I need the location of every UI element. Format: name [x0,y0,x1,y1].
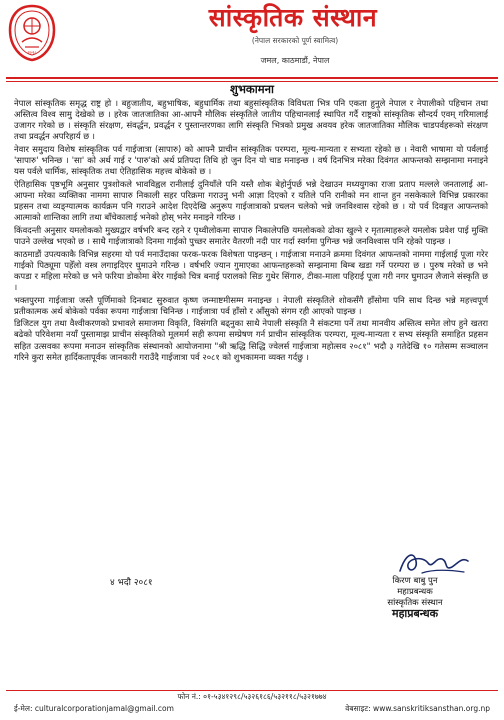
organization-name: सांस्कृतिक संस्थान [208,3,378,32]
svg-text:२०२८: २०२८ [27,51,37,56]
paragraph: डिजिटल युग तथा वैश्वीकरणको प्रभावले समाजमा विकृति, विसंगति बढ्नुका साथै नेपाली संस्कृति नै संकटमा पर्ने तथा मानवीय अस्तित्व समेत लोप हुने खतरा बढेको परिवेशमा नयाँ पुस्तामाझ प्राचीन संस्कृतिको मूलमर्म सही रूपमा सम्प्रेषण गर्न प्राचीन सांस्कृतिक परम्परा, मूल्य-मान्यता र सभ्य संस्कृति समाहित प्रहसन सहित उत्सवका रूपमा मनाउन सांस्कृतिक संस्थानको आयोजनामा "श्री ऋद्धि सिद्धि ज्वेलर्स गाईजात्रा महोत्सव २०८१" भदौ ३ गतेदेखि १० गतेसम्म सञ्चालन गरिने कुरा समेत हार्दिकतापूर्वक जानकारी गराउँदै गाईजात्रा पर्व २०८१ को शुभकामना व्यक्त गर्दछु । [14,318,488,362]
signatory-organization: सांस्कृतिक संस्थान [387,598,443,608]
paragraph: नेवार समुदाय विशेष सांस्कृतिक पर्व गाईजात्रा (सापारु) को आफ्नै प्राचीन सांस्कृतिक परम्परा, मूल्य-मान्यता र सभ्यता रहेको छ । नेवारी भाषामा यो पर्वलाई 'सापारु' भनिन्छ । 'सा' को अर्थ गाई र 'पारु'को अर्थ प्रतिपदा तिथि हो जुन दिन यो चाड मनाइन्छ । वर्ष दिनभित्र मरेका दिवंगत आफन्तको सम्झनामा मनाइने यस पर्वले धार्मिक, सांस्कृतिक तथा ऐतिहासिक महत्त्व बोकेको छ । [14,144,488,177]
organization-address: जमल, काठमाडौं, नेपाल [260,56,330,65]
signatory-block [360,576,470,609]
designation-stamp: महाप्रबन्धक [392,607,439,620]
letter-body [14,98,488,364]
footer-divider [6,690,498,691]
header-divider [6,77,498,79]
organization-logo [8,4,56,62]
footer-website: वेबसाइट: www.sanskritiksansthan.org.np [345,704,490,713]
footer-contact [14,704,490,714]
paragraph: नेपाल सांस्कृतिक समृद्ध राष्ट्र हो । बहुजातीय, बहुभाषिक, बहुधार्मिक तथा बहुसांस्कृतिक विविधता भित्र पनि एकता हुनुले नेपाल र नेपालीको पहिचान तथा अस्तित्व विश्व सामु देखेको छ । हरेक जातजातिका आ-आफ्नै मौलिक संस्कृतिले जातीय पहिचानलाई स्थापित गर्दै राष्ट्रको सांस्कृतिक सौन्दर्य एवम् गरिमालाई उजागर गरेको छ । संस्कृति संरक्षण, संवर्द्धन, प्रवर्द्धन र पुस्तान्तरणका लागि संस्कृति भित्रको प्रमुख अवयव हरेक जातजातिका मौलिक चाडपर्वहरूको संरक्षण तथा प्रवर्द्धन अपरिहार्य छ । [14,98,488,142]
footer-phone: फोन नं.: ०१-५३४१२९८/५३२६१८६/५३२११८/५३२१७७४ [177,692,327,701]
paragraph: किंवदन्ती अनुसार यमलोकको मुख्यद्वार वर्षभरि बन्द रहने र पृथ्वीलोकमा सापारु निकालेपछि यमलोकको ढोका खुल्ने र मृतात्माहरूले यमलोक प्रवेश पाई मुक्ति पाउने उल्लेख भएको छ । साथै गाईजात्राको दिनमा गाईको पुच्छर समातेर वैतरणी नदी पार गर्दा स्वर्गमा पुगिन्छ भन्ने जनविश्वास पनि रहेको पाइन्छ । [14,224,488,247]
signatory-title: महाप्रबन्धक [397,587,433,597]
letter-heading: शुभकामना [230,82,274,96]
footer-email: ई-मेल: culturalcorporationjamal@gmail.com [14,704,174,713]
paragraph: भक्तपुरमा गाईजात्रा जस्तै पूर्णिमाको दिनबाट सुरुवात कृष्ण जन्माष्टमीसम्म मनाइन्छ । नेपाली संस्कृतिले शोकसँगै हाँसोमा पनि साथ दिन्छ भन्ने महत्त्वपूर्ण प्रतीकात्मक अर्थ बोकेको पर्वका रूपमा गाईजात्रा चिनिन्छ । गाईजात्रा पर्व हाँसो र आँसुको संगम रही आएको पाइन्छ । [14,294,488,316]
paragraph: काठमाडौं उपत्यकाकै विभिन्न सहरमा यो पर्व मनाउँदाका फरक-फरक विशेषता पाइन्छन् । गाईजात्रा मनाउने क्रममा दिवंगत आफन्तको नाममा गाईलाई पूजा गरेर गाईको पिठ्यूमा पहेँलो वस्त्र लगाइदिएर घुमाउने गरिन्छ । वर्षभरि ज्यान गुमाएका आफन्तहरूको सम्झनामा बिम्ब खडा गर्ने परम्परा छ । पुरुष मरेको छ भने कपडा र महिला मरेको छ भने फरिया डोकोमा बेरेर गाईको चित्र बनाई परालको सिङ गुथेर सिंगारु, टीका-माला पहिराई पूजा गरी नगर घुमाउन लैजाने संस्कृति छ । [14,248,488,293]
paragraph: ऐतिहासिक पृष्ठभूमि अनुसार पुत्रशोकले भावविह्वल रानीलाई दुनियाँले पनि यस्तै शोक बेहोर्नुपर्छ भन्ने देखाउन मध्ययुगका राजा प्रताप मल्लले जनतालाई आ-आफ्ना मरेका व्यक्तिका नाममा सापारु निकाली सहर परिक्रमा गराउनु भनी आज्ञा दिएको र यतिले पनि रानीको मन शान्त हुन नसकेकाले विभिन्न प्रकारका प्रहसन तथा व्यङ्ग्यात्मक कार्यक्रम पनि गराउने आदेश दिएदेखि अनुरूप गाईजात्राको प्रचलन चलेको भन्ने जनविश्वास रहेको छ । यो पर्व दिवङ्गत आफन्तको आत्माको शान्तिका लागि तथा बाँचेकालाई भनेको होस् भनेर मनाइने गरिन्छ । [14,178,488,223]
organization-subtitle: (नेपाल सरकारको पूर्ण स्वामित्व) [251,36,339,45]
signatory-name: किरण बाबु पुन [392,576,438,586]
letter-date: ४ भदौ २०८१ [110,578,153,588]
